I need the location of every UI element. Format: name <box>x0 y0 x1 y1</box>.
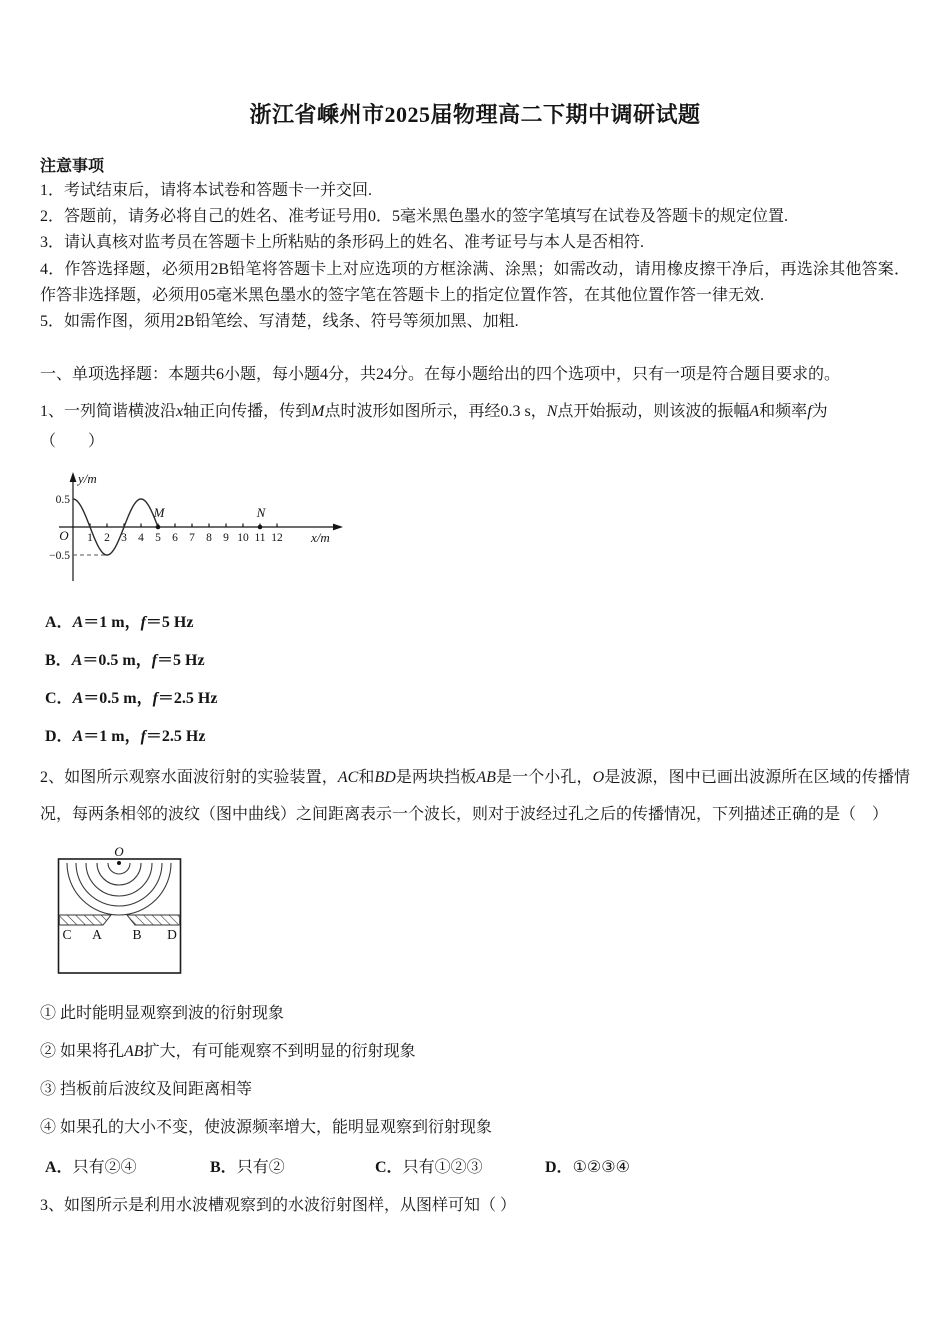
q1-answer-space: （ ） <box>40 432 105 450</box>
option-letter: C． <box>375 1159 403 1177</box>
label-d: D <box>167 927 177 943</box>
notice-item-2: 2．答题前，请务必将自己的姓名、准考证号用0．5毫米黑色墨水的签字笔填写在试卷及答题卡的规定位置. <box>40 208 789 226</box>
source-dot <box>117 861 121 865</box>
label-c: C <box>62 927 72 943</box>
wave-point-dot <box>156 525 161 530</box>
y-tick-neg: −0.5 <box>49 550 70 563</box>
option-letter: A． <box>45 1159 73 1177</box>
q2-diffraction-figure <box>57 846 910 981</box>
option-letter: B． <box>45 652 72 670</box>
option-text: A＝0.5 m，f＝5 Hz <box>71 652 205 670</box>
q1-option-b <box>45 647 910 670</box>
wavefront-arc <box>86 863 152 896</box>
q2-statement-3: ③ 挡板前后波纹及间距离相等 <box>40 1081 253 1099</box>
q1-option-c <box>45 685 910 708</box>
notice-item-1: 1．考试结束后，请将本试卷和答题卡一并交回. <box>40 182 373 199</box>
wave-point-label: M <box>153 505 165 521</box>
notice-item-5: 5．如需作图，须用2B铅笔绘、写清楚，线条、符号等须加黑、加粗. <box>40 313 519 331</box>
x-tick-label: 7 <box>189 532 195 545</box>
page-title: 浙江省嵊州市2025届物理高二下期中调研试题 <box>249 102 701 127</box>
x-axis-arrow <box>333 524 343 531</box>
barrier <box>59 915 179 925</box>
axes <box>49 471 343 581</box>
section-heading: 一、单项选择题：本题共6小题，每小题4分，共24分。在每小题给出的四个选项中，只有一项是符合题目要求的。 <box>40 366 841 384</box>
barrier-right <box>127 915 180 925</box>
option-text: 只有①②③ <box>402 1159 483 1177</box>
q2-stem: 2、如图所示观察水面波衍射的实验装置，AC和BD是两块挡板AB是一个小孔，O是波源，图中已画出波源所在区域的传播情况，每两条相邻的波纹（图中曲线）之间距离表示一个波长，则对于波经过孔之后的传播情况，下列描述正确的是（ ） <box>40 769 910 824</box>
q2-option-c <box>375 1154 545 1177</box>
q2-statement-2: ② 如果将孔AB扩大，有可能观察不到明显的衍射现象 <box>40 1043 416 1061</box>
x-tick-label: 5 <box>155 532 161 545</box>
option-letter: A． <box>45 614 73 632</box>
x-tick-label: 4 <box>138 532 144 545</box>
notice-item-4: 4．作答选择题，必须用2B铅笔将答题卡上对应选项的方框涂满、涂黑；如需改动，请用橡皮擦干净后，再选涂其他答案．作答非选择题，必须用05毫米黑色墨水的签字笔在答题卡上的指定位置作答，在其他位置作答一律无效. <box>40 260 910 304</box>
origin-label: O <box>59 528 69 544</box>
q1-stem: 1、一列简谐横波沿x轴正向传播，传到M点时波形如图所示，再经0.3 s，N点开始振动，则该波的振幅A和频率f为 <box>40 403 828 420</box>
option-letter: B． <box>210 1159 237 1177</box>
option-letter: C． <box>45 690 73 708</box>
diffraction-svg <box>57 846 182 976</box>
q2-statement-1: ① 此时能明显观察到波的衍射现象 <box>40 1005 285 1023</box>
label-a: A <box>92 927 102 943</box>
q2-option-a <box>45 1154 210 1177</box>
wave-point-label: N <box>256 505 266 521</box>
wavefront-arc <box>67 863 171 915</box>
x-tick-label: 9 <box>223 532 229 545</box>
x-tick-label: 2 <box>104 532 110 545</box>
q1-option-a <box>45 609 910 632</box>
wave-points <box>153 505 267 529</box>
option-text: 只有②④ <box>72 1159 137 1177</box>
option-text: ①②③④ <box>572 1159 630 1177</box>
source-label: O <box>114 846 124 860</box>
notice-heading: 注意事项 <box>40 158 105 175</box>
option-text: A＝0.5 m，f＝2.5 Hz <box>72 690 218 708</box>
x-tick-label: 12 <box>271 532 283 545</box>
q2-option-d <box>545 1154 630 1177</box>
q2-options-row <box>45 1154 910 1177</box>
x-tick-label: 11 <box>254 532 266 545</box>
label-b: B <box>132 927 142 943</box>
x-axis-label: x/m <box>311 530 330 546</box>
option-text: A＝1 m，f＝2.5 Hz <box>72 728 206 746</box>
q1-option-d <box>45 723 910 746</box>
x-tick-label: 1 <box>87 532 93 545</box>
notice-item-3: 3．请认真核对监考员在答题卡上所粘贴的条形码上的姓名、准考证号与本人是否相符. <box>40 234 645 252</box>
y-axis-label: y/m <box>78 471 97 487</box>
y-tick-pos: 0.5 <box>55 494 70 507</box>
x-tick-label: 6 <box>172 532 178 545</box>
x-tick-label: 3 <box>121 532 127 545</box>
x-tick-label: 8 <box>206 532 212 545</box>
wavefront-arcs <box>67 863 171 915</box>
barrier-left <box>59 915 111 925</box>
q2-statement-4: ④ 如果孔的大小不变，使波源频率增大，能明显观察到衍射现象 <box>40 1119 493 1137</box>
option-letter: D． <box>545 1159 573 1177</box>
option-text: A＝1 m，f＝5 Hz <box>72 614 194 632</box>
y-axis-arrow <box>70 472 77 482</box>
q2-option-b <box>210 1154 375 1177</box>
x-tick-label: 10 <box>237 532 249 545</box>
q2-statements <box>40 1000 910 1137</box>
wave-graph-svg <box>45 469 375 589</box>
q1-wave-figure <box>45 469 910 594</box>
option-letter: D． <box>45 728 73 746</box>
wave-point-dot <box>258 525 263 530</box>
q3-stem: 3、如图所示是利用水波槽观察到的水波衍射图样，从图样可知（ ） <box>40 1197 517 1215</box>
option-text: 只有② <box>236 1159 285 1177</box>
barrier-labels <box>62 927 177 942</box>
